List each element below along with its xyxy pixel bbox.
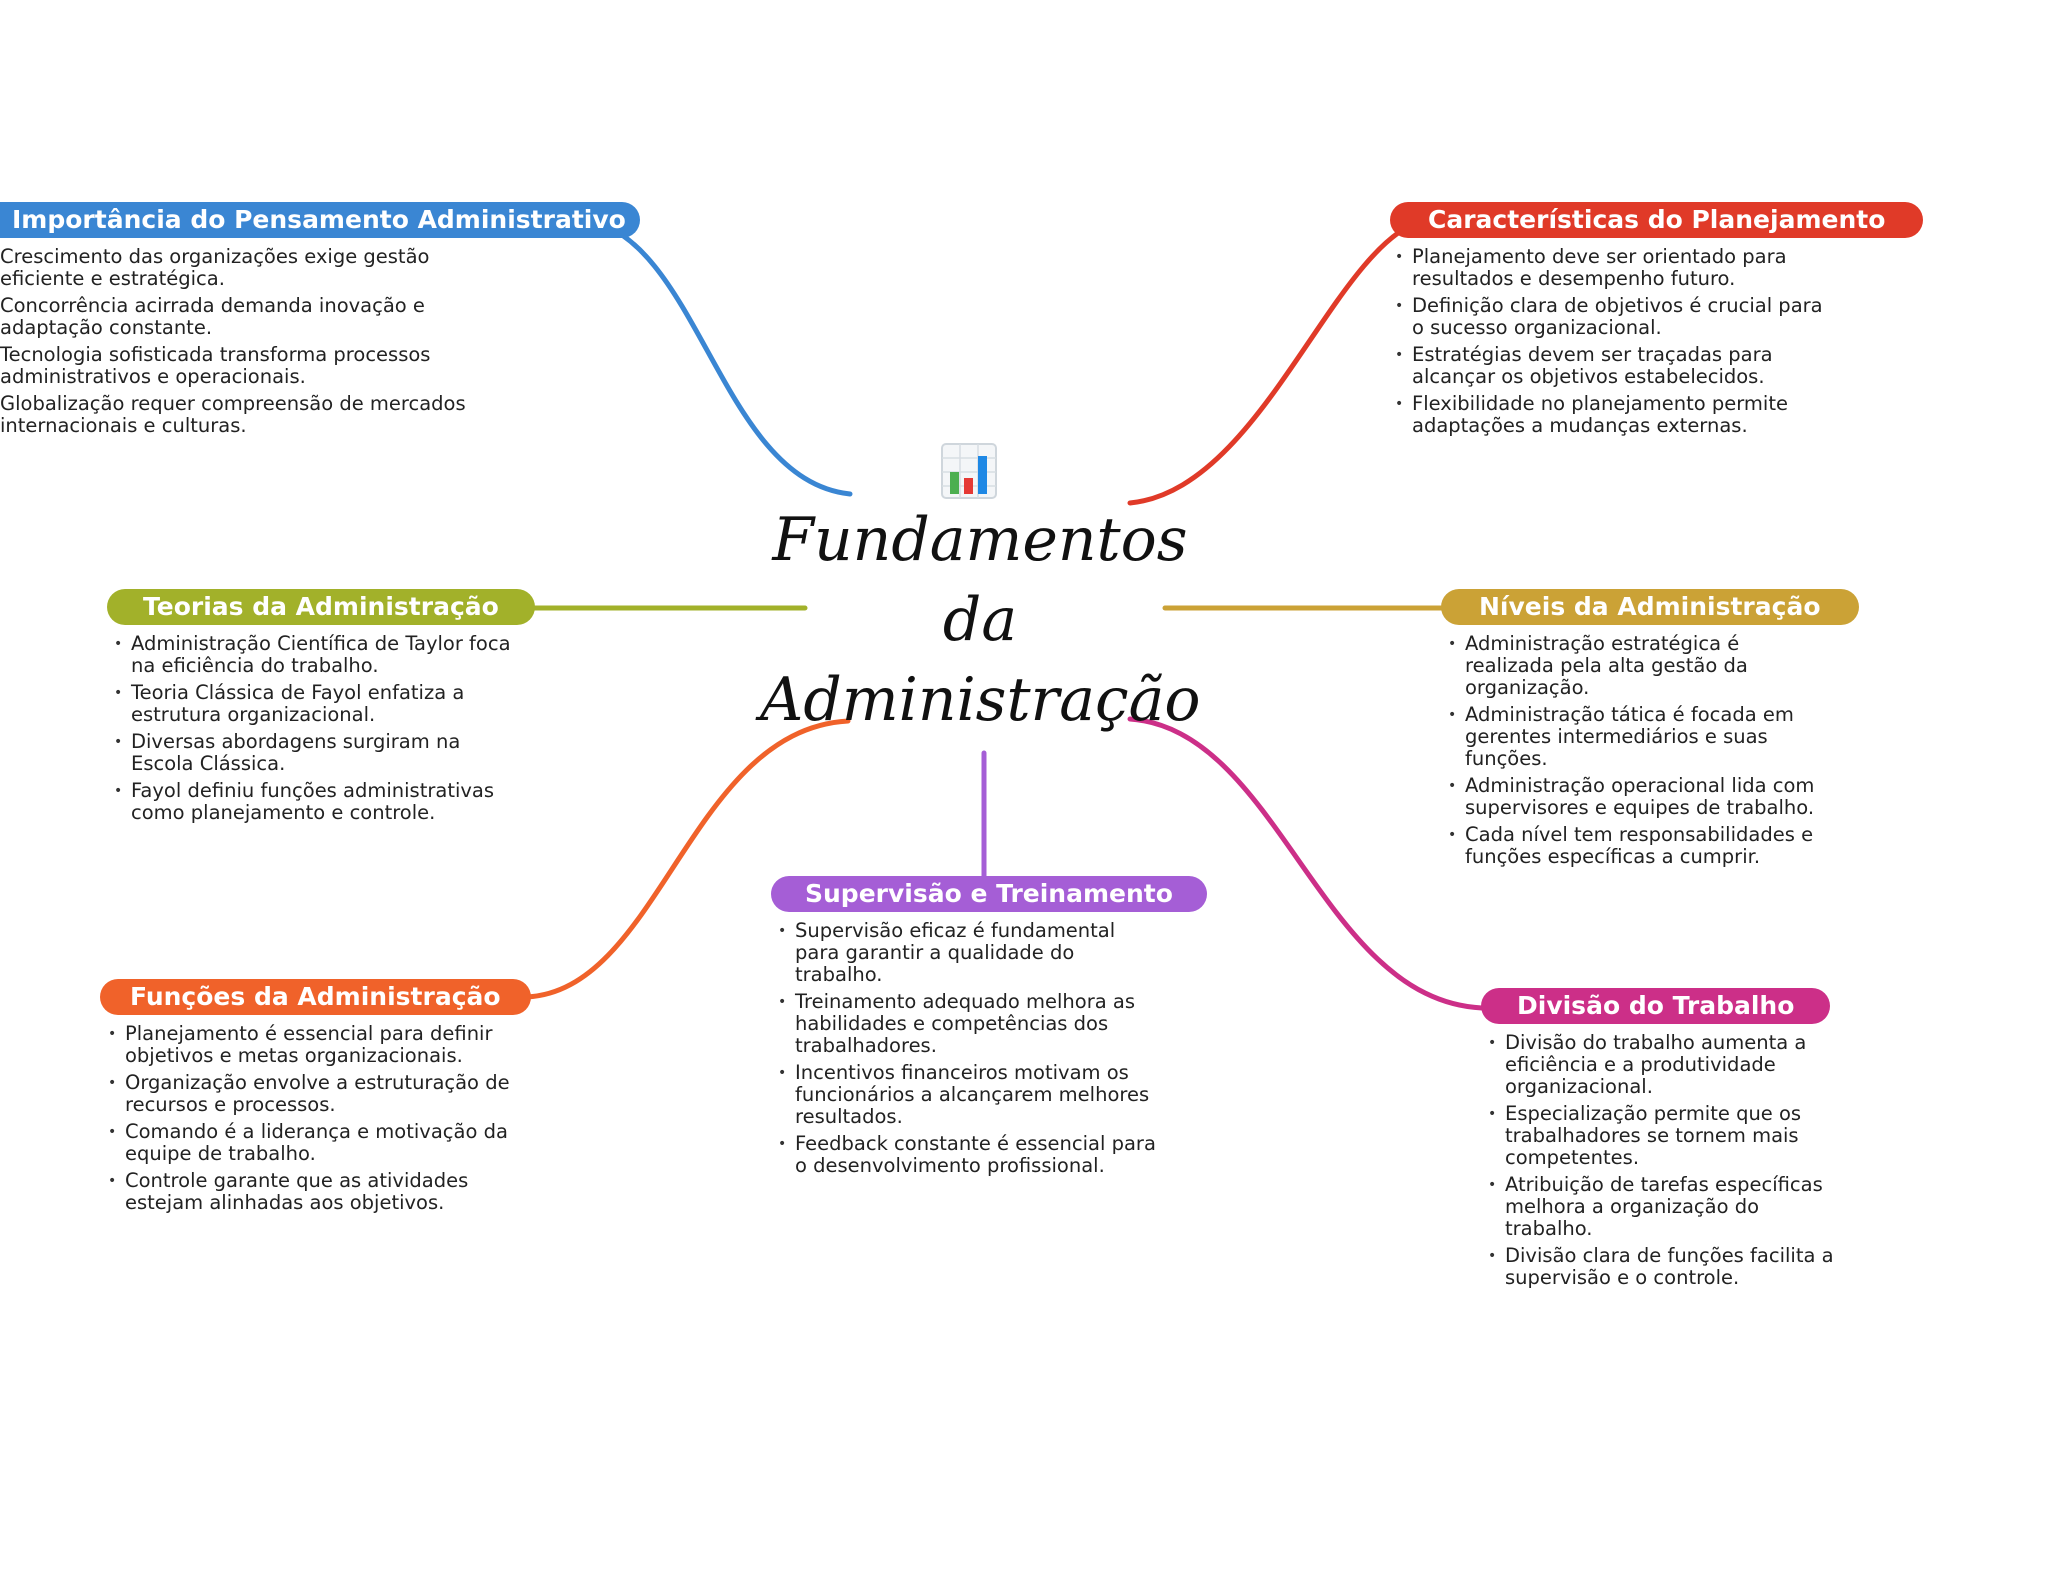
point-text: Administração operacional lida com supervisores e equipes de trabalho. [1465, 774, 1815, 819]
list-item [108, 1120, 525, 1165]
point-text: Planejamento é essencial para definir objetivos e metas organizacionais. [125, 1022, 493, 1067]
branch-points-funcoes [108, 1022, 525, 1214]
branch-title-niveis[interactable]: Níveis da Administração [1441, 589, 1859, 625]
list-item [778, 1061, 1165, 1128]
list-item [0, 344, 490, 388]
bullet-icon: • [108, 1075, 117, 1091]
branch-funcoes[interactable] [100, 979, 531, 1219]
connector-caracteristicas [1130, 222, 1418, 503]
point-text: Planejamento deve ser orientado para resultados e desempenho futuro. [1412, 245, 1787, 290]
point-text: Supervisão eficaz é fundamental para garantir a qualidade do trabalho. [795, 919, 1116, 986]
branch-title-caracteristicas[interactable]: Características do Planejamento [1390, 202, 1923, 238]
bullet-icon: • [1395, 298, 1404, 314]
list-item [1395, 294, 1832, 339]
point-text: Teoria Clássica de Fayol enfatiza a estrutura organizacional. [131, 681, 465, 726]
point-text: Especialização permite que os trabalhadores se tornem mais competentes. [1505, 1102, 1802, 1169]
branch-niveis[interactable] [1441, 589, 1859, 873]
bullet-icon: • [1448, 636, 1457, 652]
bullet-icon: • [1395, 396, 1404, 412]
bullet-icon: • [778, 994, 787, 1010]
central-title-line: da [942, 585, 1018, 655]
point-text: Estratégias devem ser traçadas para alcançar os objetivos estabelecidos. [1412, 343, 1773, 388]
point-text: Organização envolve a estruturação de recursos e processos. [125, 1071, 510, 1116]
bullet-icon: • [108, 1173, 117, 1189]
bullet-icon: • [1488, 1248, 1497, 1264]
branch-title-divisao[interactable]: Divisão do Trabalho [1481, 988, 1830, 1024]
bullet-icon: • [1448, 707, 1457, 723]
branch-title-funcoes[interactable]: Funções da Administração [100, 979, 531, 1015]
list-item [778, 919, 1165, 986]
list-item [108, 1071, 525, 1116]
branch-points-teorias [114, 632, 511, 824]
list-item [778, 990, 1165, 1057]
point-text: Globalização requer compreensão de mercados internacionais e culturas. [0, 392, 466, 437]
list-item [0, 295, 490, 339]
point-text: Fayol definiu funções administrativas como planejamento e controle. [131, 779, 495, 824]
bullet-icon: • [778, 1065, 787, 1081]
list-item [114, 681, 511, 726]
point-text: Feedback constante é essencial para o desenvolvimento profissional. [795, 1132, 1156, 1177]
central-title-line: Fundamentos [772, 505, 1188, 575]
list-item [1488, 1031, 1845, 1098]
branch-points-supervisao [778, 919, 1165, 1177]
point-text: Incentivos financeiros motivam os funcionários a alcançarem melhores resultados. [795, 1061, 1150, 1128]
point-text: Flexibilidade no planejamento permite adaptações a mudanças externas. [1412, 392, 1788, 437]
point-text: Administração estratégica é realizada pela alta gestão da organização. [1465, 632, 1748, 699]
branch-importancia[interactable] [0, 202, 640, 442]
bullet-icon: • [1395, 249, 1404, 265]
bullet-icon: • [778, 1136, 787, 1152]
point-text: Divisão clara de funções facilita a supervisão e o controle. [1505, 1244, 1834, 1289]
list-item [1488, 1173, 1845, 1240]
branch-divisao[interactable] [1481, 988, 1845, 1294]
point-text: Comando é a liderança e motivação da equipe de trabalho. [125, 1120, 508, 1165]
bullet-icon: • [1488, 1106, 1497, 1122]
point-text: Concorrência acirrada demanda inovação e adaptação constante. [0, 294, 425, 339]
bullet-icon: • [114, 734, 123, 750]
branch-caracteristicas[interactable] [1390, 202, 1923, 442]
list-item [1448, 632, 1825, 699]
branch-points-divisao [1488, 1031, 1845, 1289]
branch-title-teorias[interactable]: Teorias da Administração [107, 589, 535, 625]
list-item [1448, 774, 1825, 819]
point-text: Diversas abordagens surgiram na Escola Clássica. [131, 730, 461, 775]
bullet-icon: • [114, 783, 123, 799]
list-item [114, 730, 511, 775]
point-text: Administração Científica de Taylor foca na eficiência do trabalho. [131, 632, 511, 677]
point-text: Atribuição de tarefas específicas melhora a organização do trabalho. [1505, 1173, 1823, 1240]
central-topic-title [760, 500, 1200, 740]
list-item [1395, 392, 1832, 437]
list-item [0, 246, 490, 290]
bullet-icon: • [1448, 778, 1457, 794]
list-item [1488, 1102, 1845, 1169]
bullet-icon: • [778, 923, 787, 939]
bullet-icon: • [108, 1124, 117, 1140]
point-text: Controle garante que as atividades estejam alinhadas aos objetivos. [125, 1169, 469, 1214]
point-text: Cada nível tem responsabilidades e funções específicas a cumprir. [1465, 823, 1814, 868]
list-item [1488, 1244, 1845, 1289]
bullet-icon: • [1448, 827, 1457, 843]
branch-title-supervisao[interactable]: Supervisão e Treinamento [771, 876, 1207, 912]
list-item [1448, 703, 1825, 770]
central-title-line: Administração [760, 665, 1201, 735]
bullet-icon: • [1488, 1035, 1497, 1051]
bar-chart-icon [940, 442, 998, 500]
branch-title-importancia[interactable]: Importância do Pensamento Administrativo [0, 202, 640, 238]
bullet-icon: • [114, 685, 123, 701]
list-item [108, 1022, 525, 1067]
bullet-icon: • [1395, 347, 1404, 363]
list-item [1448, 823, 1825, 868]
bullet-icon: • [108, 1026, 117, 1042]
branch-points-niveis [1448, 632, 1825, 868]
list-item [108, 1169, 525, 1214]
list-item [0, 393, 490, 437]
point-text: Tecnologia sofisticada transforma processos administrativos e operacionais. [0, 343, 431, 388]
point-text: Administração tática é focada em gerentes intermediários e suas funções. [1465, 703, 1794, 770]
branch-points-caracteristicas [1395, 245, 1832, 437]
branch-points-importancia [0, 246, 490, 437]
branch-teorias[interactable] [107, 589, 535, 829]
bullet-icon: • [114, 636, 123, 652]
point-text: Definição clara de objetivos é crucial para o sucesso organizacional. [1412, 294, 1823, 339]
point-text: Crescimento das organizações exige gestão eficiente e estratégica. [0, 245, 430, 290]
point-text: Divisão do trabalho aumenta a eficiência e a produtividade organizacional. [1505, 1031, 1807, 1098]
point-text: Treinamento adequado melhora as habilidades e competências dos trabalhadores. [795, 990, 1135, 1057]
branch-supervisao[interactable] [771, 876, 1207, 1182]
list-item [114, 779, 511, 824]
bullet-icon: • [1488, 1177, 1497, 1193]
list-item [1395, 343, 1832, 388]
list-item [778, 1132, 1165, 1177]
list-item [1395, 245, 1832, 290]
list-item [114, 632, 511, 677]
